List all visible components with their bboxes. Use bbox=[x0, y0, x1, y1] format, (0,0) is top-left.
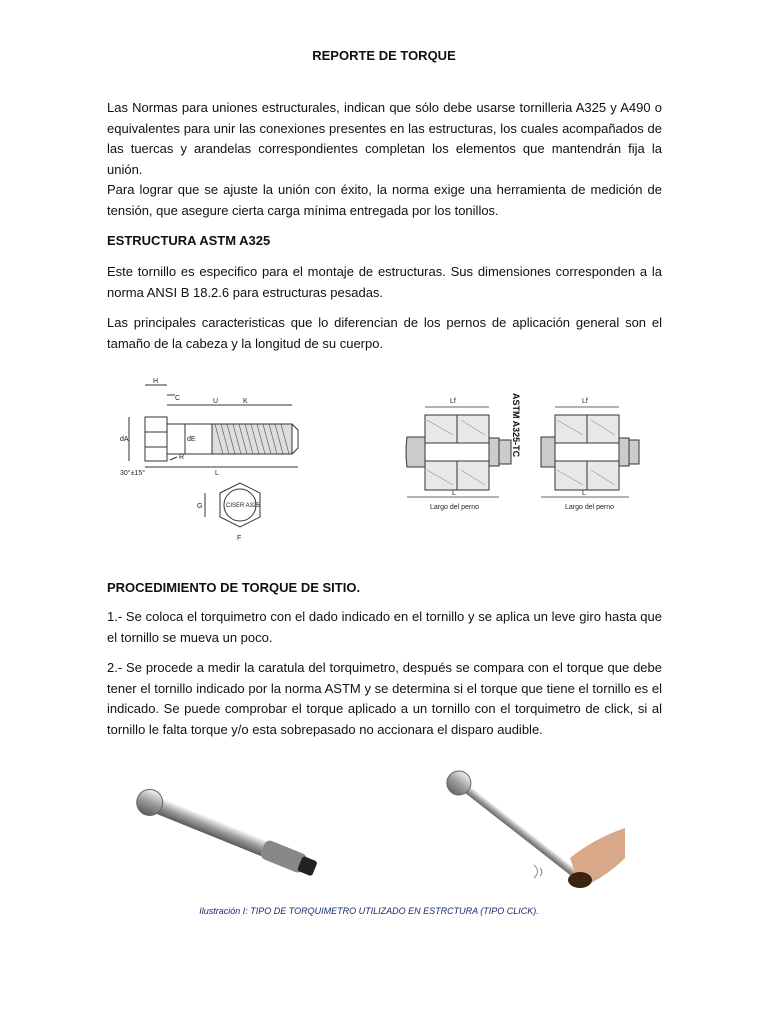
section-heading-astm: ESTRUCTURA ASTM A325 bbox=[107, 233, 271, 248]
procedure-step-2: 2.- Se procede a medir la caratula del torquimetro, después se compara con el torque que debe tener el tornillo indicado por la norma ASTM y se determina si el torque que tiene el tornillo es el indicado. Se puede comprobar el torque aplicado a un tornillo con el torquimetro de click, si al tornillo le falta torque y/o esta sobrepasado no accionara el disparo audible. bbox=[107, 660, 662, 737]
fig2-l-left: L bbox=[452, 490, 456, 497]
page-title: REPORTE DE TORQUE bbox=[312, 48, 456, 63]
dim-label-r: R bbox=[179, 454, 185, 461]
intro-text-2: Para lograr que se ajuste la unión con éxito, la norma exige una herramienta de medición de tensión, que asegure cierta carga mínima entregada por los tonillos. bbox=[107, 182, 662, 218]
dim-label-u: U bbox=[213, 398, 219, 405]
dim-label-angle: 30°±15° bbox=[120, 470, 146, 477]
fig2-largo-left: Largo del perno bbox=[430, 504, 480, 511]
astm-paragraph-2: Las principales caracteristicas que lo diferencian de los pernos de aplicación general son el tamaño de la cabeza y la longitud de su cuerpo. bbox=[107, 315, 662, 351]
torque-wrench-photo-1 bbox=[125, 785, 330, 890]
procedure-step-1: 1.- Se coloca el torquimetro con el dado indicado en el tornillo y se aplica un leve giro hasta que el tornillo se mueva un poco. bbox=[107, 609, 662, 645]
dim-label-f: F bbox=[237, 535, 242, 542]
figure-caption: Ilustración I: TIPO DE TORQUIMETRO UTILIZADO EN ESTRCTURA (TIPO CLICK). bbox=[199, 906, 539, 916]
dim-label-da: dA bbox=[120, 436, 129, 443]
dim-label-h: H bbox=[153, 378, 159, 385]
fig2-lf-left: Lf bbox=[450, 398, 456, 405]
intro-paragraph bbox=[107, 98, 662, 221]
dim-label-de: dE bbox=[187, 436, 196, 443]
fig2-vertical-label: ASTM A325-TC bbox=[511, 393, 521, 458]
astm-paragraph-1: Este tornillo es especifico para el montaje de estructuras. Sus dimensiones corresponden a la norma ANSI B 18.2.6 para estructuras pesadas. bbox=[107, 264, 662, 300]
section-heading-procedure: PROCEDIMIENTO DE TORQUE DE SITIO. bbox=[107, 580, 361, 595]
intro-text-1: Las Normas para uniones estructurales, indican que sólo debe usarse tornilleria A325 y A490 o equivalentes para unir las conexiones presentes en las estructuras, los cuales acompañados de las tuercas y arandelas correspondientes completan los elementos que mantendrán fija la unión. bbox=[107, 100, 662, 177]
bolt-dimension-drawing bbox=[115, 375, 315, 550]
dim-label-c: C bbox=[175, 395, 181, 402]
astm-a325-tc-drawing bbox=[395, 385, 665, 520]
fig2-l-right: L bbox=[582, 490, 586, 497]
dim-label-k: K bbox=[243, 398, 248, 405]
dim-label-l: L bbox=[215, 470, 219, 477]
dim-label-g: G bbox=[197, 503, 203, 510]
torque-wrench-photo-2 bbox=[420, 768, 625, 898]
fig2-lf-right: Lf bbox=[582, 398, 588, 405]
head-marking: CISER A325 bbox=[226, 503, 260, 509]
fig2-largo-right: Largo del perno bbox=[565, 504, 615, 511]
